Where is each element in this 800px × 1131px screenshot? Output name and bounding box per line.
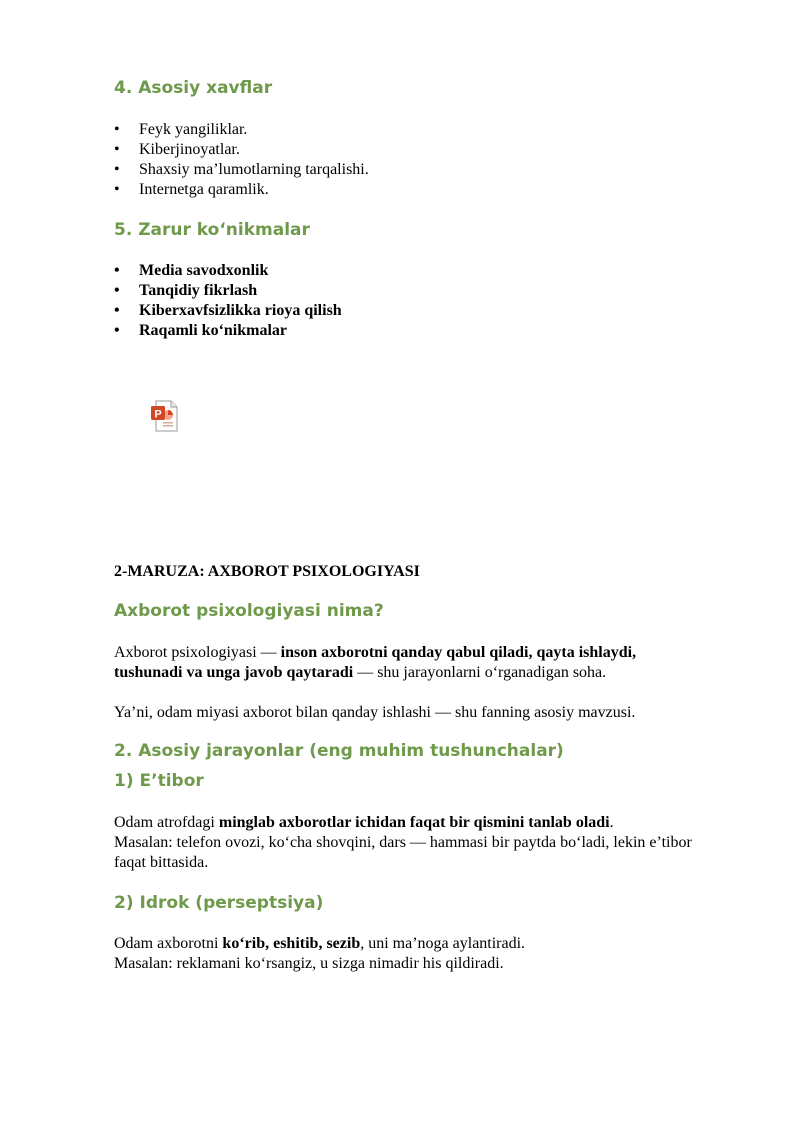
lecture-title: 2-MARUZA: AXBOROT PSIXOLOGIYASI <box>114 563 420 580</box>
list-item: • Internetga qaramlik. <box>114 180 369 200</box>
list-item: • Kiberjinoyatlar. <box>114 140 369 160</box>
perception-heading: 2) Idrok (perseptsiya) <box>114 893 324 913</box>
list-item: • Kiberxavfsizlikka rioya qilish <box>114 301 342 321</box>
definition-paragraph: Axborot psixologiyasi — inson axborotni qanday qabul qiladi, qayta ishlaydi, tushunadi va unga javob qaytaradi — shu jarayonlarni o‘rganadigan soha. <box>114 644 637 681</box>
section-heading-skills: 5. Zarur ko‘nikmalar <box>114 220 310 240</box>
skills-list <box>114 261 342 341</box>
list-item: • Media savodxonlik <box>114 261 342 281</box>
question-heading: Axborot psixologiyasi nima? <box>114 601 384 621</box>
attention-heading: 1) E’tibor <box>114 771 204 791</box>
attention-paragraph: Odam atrofdagi minglab axborotlar ichidan faqat bir qismini tanlab oladi. Masalan: telefon ovozi, ko‘cha shovqini, dars — hammasi bir paytda bo‘ladi, lekin e’tibor faqat bittasida. <box>114 814 692 871</box>
processes-heading: 2. Asosiy jarayonlar (eng muhim tushunchalar) <box>114 741 564 761</box>
svg-text:P: P <box>154 408 162 421</box>
list-item: • Tanqidiy fikrlash <box>114 281 342 301</box>
summary-paragraph: Ya’ni, odam miyasi axborot bilan qanday ishlashi — shu fanning asosiy mavzusi. <box>114 704 636 721</box>
section-heading-threats: 4. Asosiy xavflar <box>114 78 273 98</box>
list-item: • Shaxsiy ma’lumotlarning tarqalishi. <box>114 160 369 180</box>
list-item: • Raqamli ko‘nikmalar <box>114 321 342 341</box>
powerpoint-file-icon[interactable] <box>150 400 178 432</box>
list-item: • Feyk yangiliklar. <box>114 120 369 140</box>
threats-list <box>114 120 369 200</box>
perception-paragraph: Odam axborotni ko‘rib, eshitib, sezib, uni ma’noga aylantiradi. Masalan: reklamani ko‘rsangiz, u sizga nimadir his qildiradi. <box>114 935 526 972</box>
